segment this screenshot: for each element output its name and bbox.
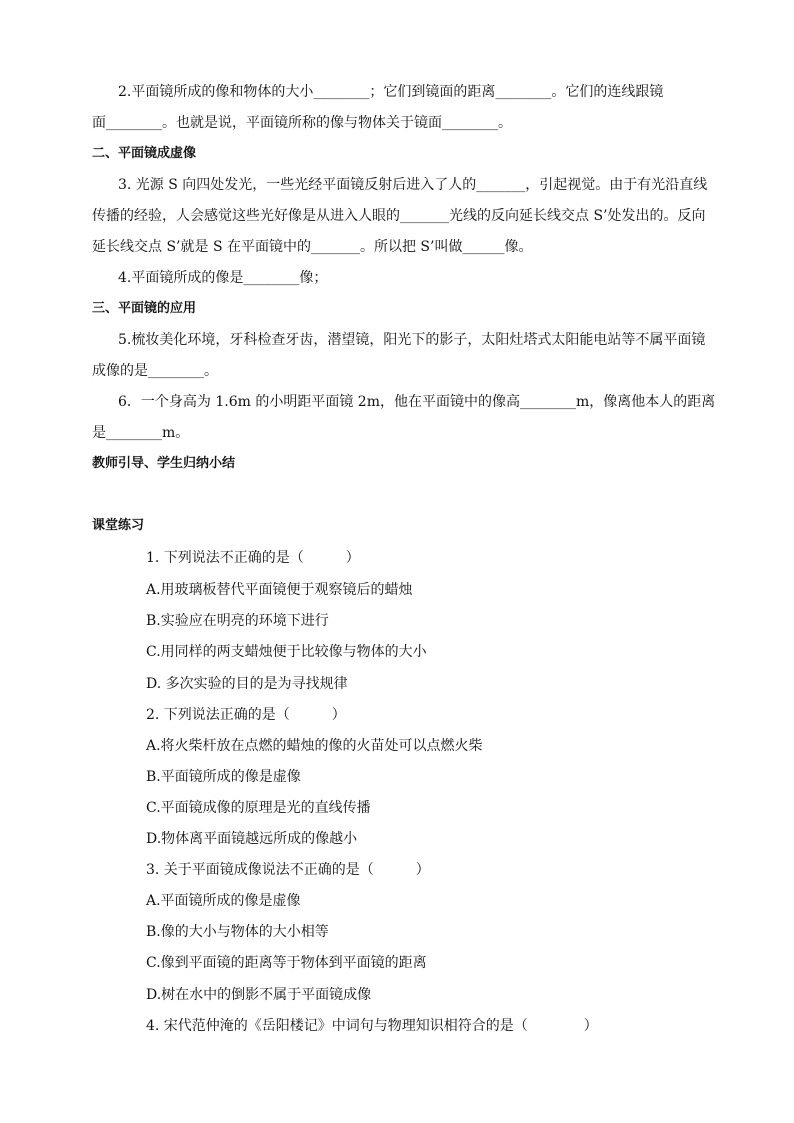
item-5-line-2: 成像的是________。 <box>92 363 218 379</box>
item-3-line-1: 3. 光源 S 向四处发光，一些光经平面镜反射后进入了人的_______，引起视觉。由于有光沿直线 <box>118 177 708 193</box>
question-1-option-b: B.实验应在明亮的环境下进行 <box>146 613 329 629</box>
question-2-option-b: B.平面镜所成的像是虚像 <box>146 769 301 785</box>
item-5-line-1: 5.梳妆美化环境，牙科检查牙齿，潜望镜，阳光下的影子，太阳灶塔式太阳能电站等不属平面镜 <box>118 332 706 348</box>
question-2-option-a: A.将火柴杆放在点燃的蜡烛的像的火苗处可以点燃火柴 <box>146 738 483 754</box>
section-heading-3: 三、平面镜的应用 <box>92 301 197 316</box>
exercise-heading: 课堂练习 <box>92 518 145 533</box>
question-3: 3. 关于平面镜成像说法不正确的是（ ） <box>146 862 430 878</box>
question-3-option-d: D.树在水中的倒影不属于平面镜成像 <box>146 987 372 1003</box>
item-2-line-1: 2.平面镜所成的像和物体的大小________；它们到镜面的距离________。它们的连线跟镜 <box>118 84 664 100</box>
question-4: 4. 宋代范仲淹的《岳阳楼记》中词句与物理知识相符合的是（ ） <box>146 1018 598 1034</box>
question-1-option-d: D. 多次实验的目的是为寻找规律 <box>146 676 348 692</box>
summary-heading: 教师引导、学生归纳小结 <box>92 456 236 471</box>
item-3-line-2: 传播的经验，人会感觉这些光好像是从进入人眼的_______光线的反向延长线交点 S’处发出的。反向 <box>92 208 706 224</box>
question-1: 1. 下列说法不正确的是（ ） <box>146 550 360 566</box>
question-2-option-d: D.物体离平面镜越远所成的像越小 <box>146 831 358 847</box>
question-3-option-b: B.像的大小与物体的大小相等 <box>146 924 329 940</box>
item-3-line-3: 延长线交点 S’就是 S 在平面镜中的_______。所以把 S’叫做______像。 <box>92 239 533 255</box>
question-3-option-c: C.像到平面镜的距离等于物体到平面镜的距离 <box>146 955 427 971</box>
question-1-option-a: A.用玻璃板替代平面镜便于观察镜后的蜡烛 <box>146 582 413 598</box>
item-6-line-1: 6．一个身高为 1.6m 的小明距平面镜 2m，他在平面镜中的像高________m，像离他本人的距离 <box>118 394 716 410</box>
item-2-line-2: 面________。也就是说，平面镜所称的像与物体关于镜面________。 <box>92 115 512 131</box>
item-4: 4.平面镜所成的像是________像； <box>118 270 328 286</box>
question-1-option-c: C.用同样的两支蜡烛便于比较像与物体的大小 <box>146 644 427 660</box>
question-3-option-a: A.平面镜所成的像是虚像 <box>146 893 301 909</box>
question-2-option-c: C.平面镜成像的原理是光的直线传播 <box>146 800 371 816</box>
item-6-line-2: 是________m。 <box>92 425 190 441</box>
section-heading-2: 二、平面镜成虚像 <box>92 146 197 161</box>
question-2: 2. 下列说法正确的是（ ） <box>146 707 346 723</box>
